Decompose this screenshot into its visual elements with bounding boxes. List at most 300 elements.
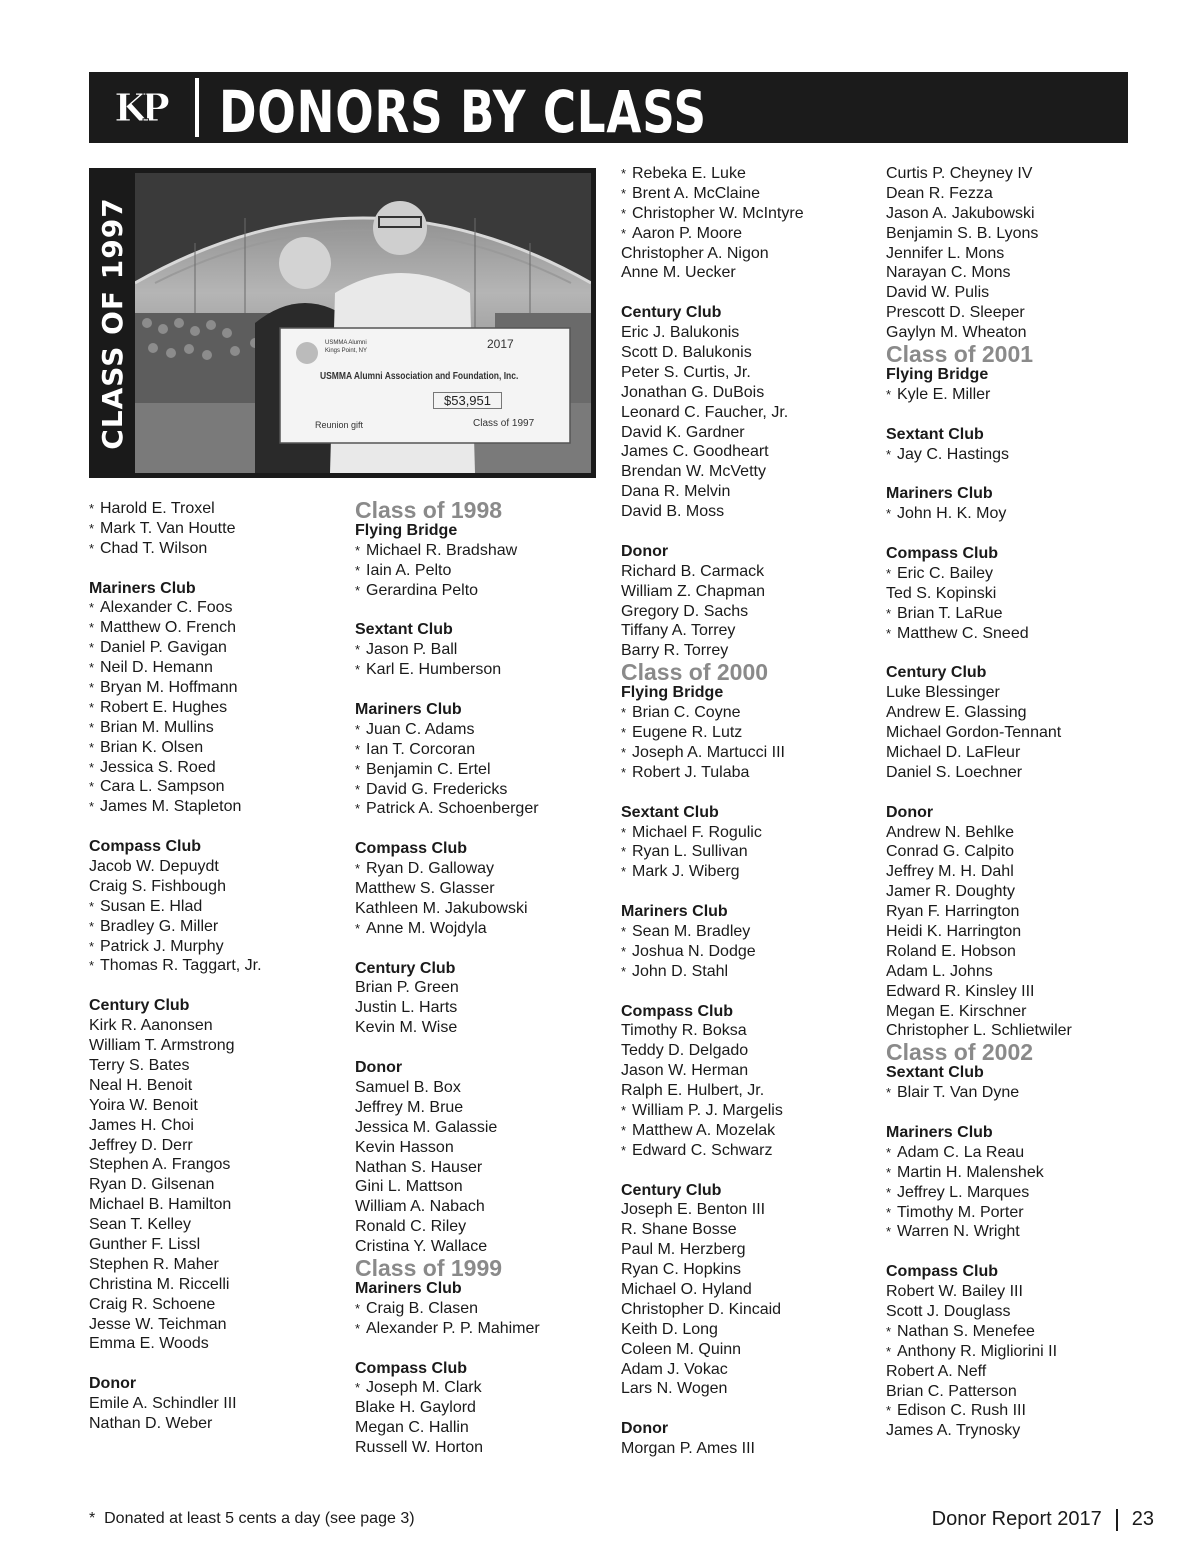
donor-name <box>886 1342 1072 1362</box>
page-footer <box>932 1508 1154 1531</box>
star-icon: * <box>355 1300 361 1316</box>
donor-name-text: Robert W. Bailey III <box>886 1283 1023 1301</box>
donor-name-text: Edward R. Kinsley III <box>886 982 1035 1000</box>
donor-name <box>886 1302 1072 1322</box>
star-icon: * <box>89 799 95 815</box>
giving-level-heading: Compass Club <box>886 1263 999 1281</box>
donor-name <box>886 1002 1072 1022</box>
star-icon: * <box>621 943 627 959</box>
donor-name-text: Brian C. Coyne <box>632 704 741 722</box>
donor-name <box>89 718 262 738</box>
donor-name <box>886 922 1072 942</box>
donor-name <box>355 760 540 780</box>
kp-logo <box>89 72 189 143</box>
section-gap <box>886 1103 1072 1123</box>
footnote-text: Donated at least 5 cents a day (see page 3) <box>104 1510 415 1527</box>
donor-name <box>89 1076 262 1096</box>
star-icon: * <box>355 741 361 757</box>
donor-name <box>621 502 804 522</box>
donor-name <box>621 462 804 482</box>
star-icon: * <box>621 1142 627 1158</box>
donor-name <box>89 917 262 937</box>
donor-name <box>886 283 1072 303</box>
donor-name <box>89 638 262 658</box>
donor-name <box>621 582 804 602</box>
donor-name-text: Terry S. Bates <box>89 1056 190 1074</box>
giving-level-heading: Compass Club <box>621 1002 734 1020</box>
star-icon: * <box>886 1184 892 1200</box>
section-gap <box>355 1038 540 1058</box>
donor-name-text: Joshua N. Dodge <box>632 942 756 960</box>
donor-name-text: Ryan L. Sullivan <box>632 843 748 861</box>
donor-name <box>89 1315 262 1335</box>
star-icon: * <box>886 1323 892 1339</box>
giving-level-heading: Donor <box>355 1059 403 1077</box>
donor-name-text: Dana R. Melvin <box>621 483 731 501</box>
donor-name <box>886 1222 1072 1242</box>
donor-name <box>355 1118 540 1138</box>
star-icon: * <box>355 801 361 817</box>
donor-name <box>621 842 804 862</box>
donor-name-text: Michael B. Hamilton <box>89 1196 232 1214</box>
donor-name-text: Scott J. Douglass <box>886 1302 1011 1320</box>
donor-name-text: Justin L. Harts <box>355 999 458 1017</box>
donor-name-text: Stephen R. Maher <box>89 1255 219 1273</box>
donor-name-text: Sean M. Bradley <box>632 922 751 940</box>
star-icon: * <box>89 680 95 696</box>
donor-name-text: Megan E. Kirschner <box>886 1002 1027 1020</box>
giving-level-heading: Compass Club <box>355 840 468 858</box>
donor-name-text: Matthew A. Mozelak <box>632 1121 776 1139</box>
giving-level-heading: Mariners Club <box>886 1123 993 1141</box>
giving-level-heading: Flying Bridge <box>886 366 989 384</box>
giving-level-heading: Century Club <box>355 959 456 977</box>
donor-name <box>355 581 540 601</box>
donor-name <box>89 618 262 638</box>
page-title: DONORS BY CLASS <box>219 78 707 146</box>
star-icon: * <box>355 920 361 936</box>
class-photo <box>135 173 591 473</box>
donor-name-text: Brian C. Patterson <box>886 1382 1017 1400</box>
donor-name-text: R. Shane Bosse <box>621 1221 737 1239</box>
section-gap <box>886 783 1072 803</box>
donor-name <box>886 1382 1072 1402</box>
donor-name-text: Brent A. McClaine <box>632 184 761 202</box>
donor-name <box>355 859 540 879</box>
check-city: Kings Point, NY <box>325 348 368 354</box>
donor-name-text: Iain A. Pelto <box>366 561 452 579</box>
donor-name-text: David K. Gardner <box>621 423 745 441</box>
donor-name <box>621 442 804 462</box>
donor-name <box>621 1121 804 1141</box>
giving-level-heading: Mariners Club <box>355 701 462 719</box>
check-class: Class of 1997 <box>473 418 535 429</box>
donor-name-text: Jamer R. Doughty <box>886 883 1015 901</box>
donor-name-text: Adam L. Johns <box>886 962 993 980</box>
star-icon: * <box>886 565 892 581</box>
donor-name-text: Anne M. Wojdyla <box>366 919 487 937</box>
donor-name <box>621 723 804 743</box>
donor-name <box>886 1203 1072 1223</box>
donor-name <box>886 763 1072 783</box>
donor-name <box>621 1360 804 1380</box>
donor-name-text: Edison C. Rush III <box>897 1402 1026 1420</box>
donor-name <box>355 1158 540 1178</box>
donor-name-text: Nathan S. Menefee <box>897 1322 1035 1340</box>
donor-name-text: Scott D. Balukonis <box>621 344 752 362</box>
donor-name <box>621 1260 804 1280</box>
section-gap <box>89 817 262 837</box>
star-icon: * <box>621 824 627 840</box>
donor-name-text: James C. Goodheart <box>621 443 769 461</box>
donor-name <box>886 842 1072 862</box>
donor-name <box>89 1016 262 1036</box>
star-icon: * <box>89 938 95 954</box>
donor-name <box>886 184 1072 204</box>
star-icon: * <box>621 185 627 201</box>
donor-name-text: Gerardina Pelto <box>366 581 479 599</box>
donor-name <box>621 1200 804 1220</box>
donor-name <box>886 385 1072 405</box>
donor-name-text: Christopher W. McIntyre <box>632 204 804 222</box>
donor-name <box>621 1320 804 1340</box>
donor-name <box>621 383 804 403</box>
donor-name-text: Gunther F. Lissl <box>89 1235 201 1253</box>
donor-name <box>89 539 262 559</box>
donor-name-text: James H. Choi <box>89 1116 194 1134</box>
donor-name <box>621 862 804 882</box>
donor-name <box>89 758 262 778</box>
giving-level-heading: Mariners Club <box>886 485 993 503</box>
donor-name <box>89 1255 262 1275</box>
donor-name-text: Sean T. Kelley <box>89 1216 191 1234</box>
donor-name <box>355 879 540 899</box>
donor-name-text: Roland E. Hobson <box>886 942 1016 960</box>
donor-name-text: Brian M. Mullins <box>100 718 214 736</box>
star-icon: * <box>89 759 95 775</box>
donor-name <box>621 1439 804 1459</box>
star-icon: * <box>89 739 95 755</box>
donor-name-text: Benjamin C. Ertel <box>366 760 491 778</box>
star-icon: * <box>886 1204 892 1220</box>
donor-name <box>621 621 804 641</box>
donor-name-text: Lars N. Wogen <box>621 1380 728 1398</box>
donor-name <box>621 1379 804 1399</box>
donor-name-text: Alexander P. P. Mahimer <box>366 1319 540 1337</box>
donor-name-text: Gaylyn M. Wheaton <box>886 324 1027 342</box>
donor-name <box>621 423 804 443</box>
star-icon: * <box>89 620 95 636</box>
donor-name <box>886 263 1072 283</box>
section-gap <box>886 405 1072 425</box>
star-icon: * <box>886 506 892 522</box>
donor-name-text: Cara L. Sampson <box>100 778 225 796</box>
donor-name <box>621 1340 804 1360</box>
donor-name <box>621 1041 804 1061</box>
donor-name <box>886 564 1072 584</box>
footer-divider <box>1116 1509 1118 1531</box>
donor-name-text: Luke Blessinger <box>886 684 1000 702</box>
donor-name-text: Jeffrey M. H. Dahl <box>886 863 1014 881</box>
donor-name <box>89 1056 262 1076</box>
check-payer: USMMA Alumni <box>325 340 367 346</box>
donor-name-text: Matthew O. French <box>100 619 237 637</box>
star-icon: * <box>886 1343 892 1359</box>
donor-name <box>886 504 1072 524</box>
class-year-heading: Class of 1998 <box>355 497 503 523</box>
donor-name <box>621 1021 804 1041</box>
star-icon: * <box>89 540 95 556</box>
check-date: 2017 <box>487 337 514 351</box>
donor-name <box>89 956 262 976</box>
donor-name <box>886 445 1072 465</box>
donor-name <box>621 1101 804 1121</box>
star-icon: * <box>355 542 361 558</box>
donor-name <box>89 1116 262 1136</box>
donor-name <box>886 584 1072 604</box>
donor-name-text: Peter S. Curtis, Jr. <box>621 363 751 381</box>
star-icon: * <box>89 779 95 795</box>
donor-name-text: Martin H. Malenshek <box>897 1163 1044 1181</box>
footnote <box>89 1510 415 1528</box>
donor-name <box>621 823 804 843</box>
donor-name-text: Russell W. Horton <box>355 1439 484 1457</box>
donor-name <box>621 363 804 383</box>
giving-level-heading: Century Club <box>89 997 190 1015</box>
donor-name <box>886 703 1072 723</box>
donor-name-text: Robert E. Hughes <box>100 698 228 716</box>
donor-name-text: Emile A. Schindler III <box>89 1395 237 1413</box>
donor-name-text: Harold E. Troxel <box>100 500 215 517</box>
section-gap <box>355 1339 540 1359</box>
donor-name <box>355 1138 540 1158</box>
donor-name <box>355 740 540 760</box>
donor-name-text: Leonard C. Faucher, Jr. <box>621 403 789 421</box>
donor-name-text: Yoira W. Benoit <box>89 1096 198 1114</box>
star-icon: * <box>355 642 361 658</box>
donor-name <box>621 1141 804 1161</box>
giving-level-heading: Donor <box>89 1375 137 1393</box>
donor-name <box>886 743 1072 763</box>
star-icon: * <box>89 501 95 516</box>
donor-name-text: Conrad G. Calpito <box>886 843 1015 861</box>
star-icon: * <box>886 1144 892 1160</box>
donor-name-text: Craig R. Schoene <box>89 1295 216 1313</box>
donor-name <box>886 942 1072 962</box>
kp-logo-text: KP <box>114 85 164 130</box>
donor-name-text: Blair T. Van Dyne <box>897 1084 1020 1102</box>
report-title: Donor Report 2017 <box>931 1508 1102 1530</box>
donor-name-text: Timothy M. Porter <box>897 1203 1024 1221</box>
donor-name <box>886 1401 1072 1421</box>
donor-name <box>89 698 262 718</box>
donor-name <box>886 1362 1072 1382</box>
donor-name-text: Bradley G. Miller <box>100 917 219 935</box>
donor-name-text: Narayan C. Mons <box>886 264 1011 282</box>
donor-name-text: Christopher A. Nigon <box>621 244 769 262</box>
donor-name <box>621 1240 804 1260</box>
donor-name-text: Blake H. Gaylord <box>355 1399 476 1417</box>
donor-name-text: Michael F. Rogulic <box>632 823 762 841</box>
star-icon: * <box>621 1102 627 1118</box>
donor-name <box>886 1083 1072 1103</box>
donor-name-text: David W. Pulis <box>886 284 990 302</box>
banner-divider <box>195 78 199 137</box>
donor-name-text: Mark J. Wiberg <box>632 863 740 881</box>
star-icon: * <box>89 918 95 934</box>
donor-name <box>886 1421 1072 1441</box>
donor-name-text: Warren N. Wright <box>897 1223 1020 1241</box>
class-photo-label <box>89 168 135 478</box>
donor-name-text: Michael O. Hyland <box>621 1280 752 1298</box>
donor-column-4 <box>886 164 1072 1441</box>
donor-name-text: Anne M. Uecker <box>621 264 736 282</box>
donor-name-text: Heidi K. Harrington <box>886 922 1022 940</box>
donor-name <box>886 1143 1072 1163</box>
star-icon: * <box>886 1164 892 1180</box>
donor-name-text: Jennifer L. Mons <box>886 244 1005 262</box>
star-icon: * <box>621 725 627 741</box>
star-icon: * <box>89 1510 96 1527</box>
donor-name-text: Jesse W. Teichman <box>89 1315 227 1333</box>
giving-level-heading: Sextant Club <box>886 425 984 443</box>
star-icon: * <box>355 721 361 737</box>
check-memo: Reunion gift <box>315 420 364 430</box>
donor-column-1 <box>89 499 262 1434</box>
page-banner <box>89 72 1128 146</box>
donor-name-text: John H. K. Moy <box>897 505 1007 523</box>
donor-name-text: Jeffrey D. Derr <box>89 1136 193 1154</box>
donor-name <box>886 823 1072 843</box>
donor-name-text: Christopher L. Schlietwiler <box>886 1022 1072 1040</box>
donor-name-text: Barry R. Torrey <box>621 642 729 660</box>
donor-name <box>355 978 540 998</box>
giving-level-heading: Donor <box>886 803 934 821</box>
donor-name-text: Ronald C. Riley <box>355 1218 467 1236</box>
donor-name <box>886 224 1072 244</box>
donor-name-text: Neal H. Benoit <box>89 1076 193 1094</box>
donor-name-text: Gregory D. Sachs <box>621 602 749 620</box>
giving-level-heading: Century Club <box>886 664 987 682</box>
section-gap <box>886 524 1072 544</box>
donor-name <box>621 1300 804 1320</box>
giving-level-heading: Donor <box>621 542 669 560</box>
donor-name <box>355 720 540 740</box>
donor-name <box>89 877 262 897</box>
donor-name-text: Paul M. Herzberg <box>621 1241 746 1259</box>
donor-name-text: Jeffrey L. Marques <box>897 1183 1030 1201</box>
donor-name <box>89 1295 262 1315</box>
donor-name <box>355 640 540 660</box>
donor-name <box>89 777 262 797</box>
donor-name <box>355 1018 540 1038</box>
donor-name <box>355 1319 540 1339</box>
donor-name-text: Ralph E. Hulbert, Jr. <box>621 1082 765 1100</box>
donor-name-text: Craig S. Fishbough <box>89 877 226 895</box>
donor-name-text: Daniel S. Loechner <box>886 763 1023 781</box>
section-gap <box>621 522 804 542</box>
section-gap <box>621 1399 804 1419</box>
donor-name <box>621 204 804 224</box>
giving-level-heading: Sextant Club <box>621 803 719 821</box>
star-icon: * <box>89 640 95 656</box>
donor-name <box>621 602 804 622</box>
donor-name <box>355 919 540 939</box>
donor-name-text: Emma E. Woods <box>89 1335 209 1353</box>
class-label-text: CLASS OF 1997 <box>95 196 129 450</box>
donor-name-text: Stephen A. Frangos <box>89 1156 231 1174</box>
donor-name <box>886 624 1072 644</box>
donor-name-text: Jessica S. Roed <box>100 758 216 776</box>
donor-name-text: Morgan P. Ames III <box>621 1440 755 1458</box>
donor-name-text: Gini L. Mattson <box>355 1178 463 1196</box>
donor-name-text: Curtis P. Cheyney IV <box>886 165 1033 182</box>
donor-name <box>886 902 1072 922</box>
donor-name-text: Kevin M. Wise <box>355 1019 458 1037</box>
donor-name <box>355 1237 540 1257</box>
donor-name <box>621 482 804 502</box>
star-icon: * <box>89 898 95 914</box>
donor-name-text: Eric J. Balukonis <box>621 324 740 342</box>
donor-name <box>886 1282 1072 1302</box>
star-icon: * <box>886 1403 892 1419</box>
donor-name-text: Patrick A. Schoenberger <box>366 800 539 818</box>
star-icon: * <box>886 1224 892 1240</box>
donor-name-text: Thomas R. Taggart, Jr. <box>100 957 262 975</box>
giving-level-heading: Mariners Club <box>621 903 728 921</box>
donor-name-text: Cristina Y. Wallace <box>355 1238 488 1256</box>
donor-name-text: Patrick J. Murphy <box>100 937 224 955</box>
section-gap <box>621 1161 804 1181</box>
section-gap <box>621 283 804 303</box>
star-icon: * <box>355 1320 361 1336</box>
star-icon: * <box>355 761 361 777</box>
donor-name-text: Christopher D. Kincaid <box>621 1300 782 1318</box>
donor-name <box>621 164 804 184</box>
donor-name-text: Timothy R. Boksa <box>621 1022 747 1040</box>
giving-level-heading: Compass Club <box>355 1359 468 1377</box>
donor-name-text: Jason A. Jakubowski <box>886 204 1035 222</box>
donor-name <box>89 1414 262 1434</box>
donor-name <box>621 703 804 723</box>
donor-name-text: Edward C. Schwarz <box>632 1141 773 1159</box>
donor-name-text: Megan C. Hallin <box>355 1419 469 1437</box>
class-year-heading: Class of 2000 <box>621 659 769 686</box>
donor-name-text: Neil D. Hemann <box>100 659 213 677</box>
donor-name-text: Jay C. Hastings <box>897 445 1010 463</box>
donor-name <box>355 1398 540 1418</box>
donor-name <box>886 982 1072 1002</box>
donor-name <box>621 263 804 283</box>
donor-name <box>355 780 540 800</box>
donor-name <box>886 683 1072 703</box>
giving-level-heading: Century Club <box>621 304 722 322</box>
donor-name <box>355 1438 540 1458</box>
donor-name <box>621 1081 804 1101</box>
donor-name <box>621 403 804 423</box>
donor-name-text: Michael D. LaFleur <box>886 743 1021 761</box>
section-gap <box>355 680 540 700</box>
donor-name-text: Ryan D. Gilsenan <box>89 1176 215 1194</box>
donor-name-text: James A. Trynosky <box>886 1422 1021 1440</box>
donor-name <box>621 763 804 783</box>
donor-name <box>621 224 804 244</box>
donor-name <box>886 303 1072 323</box>
donor-name-text: Andrew N. Behlke <box>886 823 1015 841</box>
donor-name <box>89 1155 262 1175</box>
donor-name <box>355 799 540 819</box>
donor-name <box>886 882 1072 902</box>
